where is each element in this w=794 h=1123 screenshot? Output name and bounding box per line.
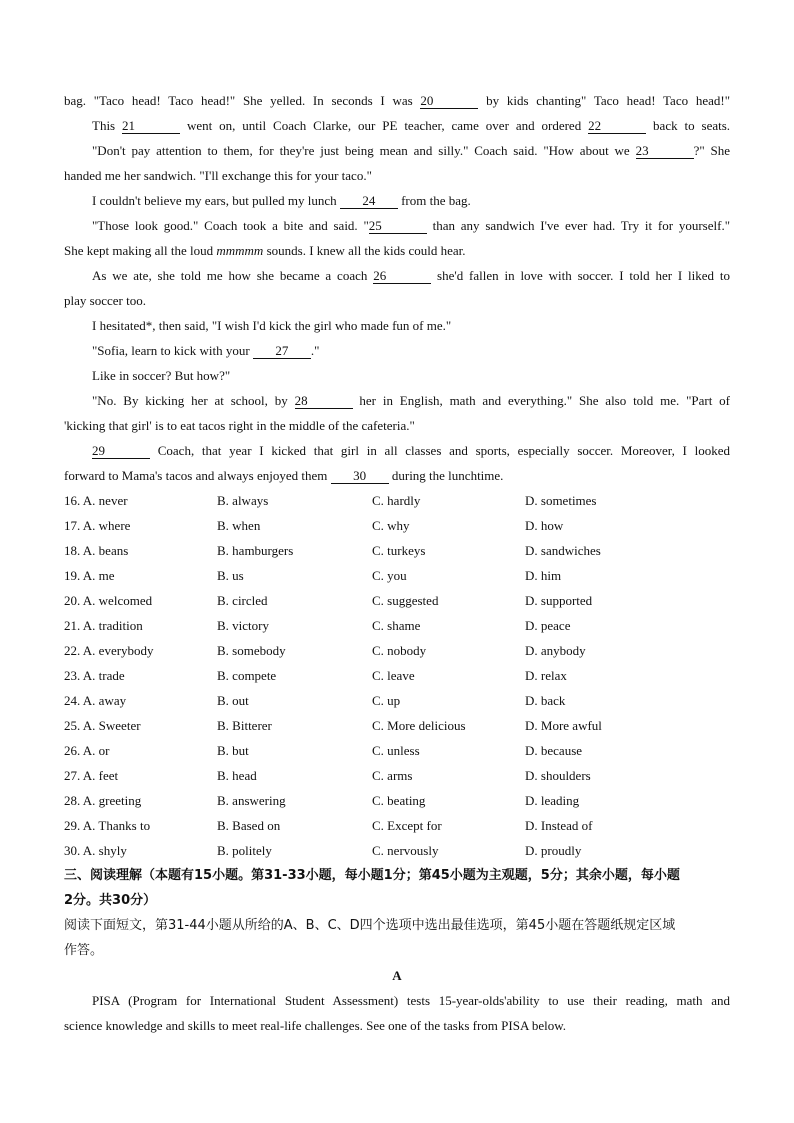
option-d[interactable]: D. peace	[525, 618, 571, 633]
option-b[interactable]: B. us	[217, 568, 244, 583]
option-row	[64, 538, 730, 563]
passage-line: "Sofia, learn to kick with your 27 ."	[92, 343, 320, 358]
passage-line: She kept making all the loud mmmmm sounds. I knew all the kids could hear.	[64, 243, 466, 258]
blank-24[interactable]: 24	[340, 194, 398, 209]
option-a[interactable]: 18. A. beans	[64, 543, 129, 558]
option-b[interactable]: B. always	[217, 493, 269, 508]
option-a[interactable]: 29. A. Thanks to	[64, 818, 151, 833]
blank-23[interactable]: 23	[636, 144, 694, 159]
option-a[interactable]: 25. A. Sweeter	[64, 718, 141, 733]
exam-page	[64, 88, 730, 1038]
passage-line: 'kicking that girl' is to eat tacos right in the middle of the cafeteria."	[64, 418, 415, 433]
option-c[interactable]: C. Except for	[372, 818, 442, 833]
option-c[interactable]: C. beating	[372, 793, 426, 808]
section-heading: 三、阅读理解（本题有15小题。第31-33小题，每小题1分；第45小题为主观题，5分；其余小题，每小题	[64, 868, 680, 883]
option-a[interactable]: 26. A. or	[64, 743, 110, 758]
option-row	[64, 513, 730, 538]
option-row	[64, 563, 730, 588]
blank-29[interactable]: 29	[92, 444, 150, 459]
option-d[interactable]: D. shoulders	[525, 768, 591, 783]
option-c[interactable]: C. More delicious	[372, 718, 466, 733]
option-a[interactable]: 28. A. greeting	[64, 793, 142, 808]
option-a[interactable]: 20. A. welcomed	[64, 593, 153, 608]
option-d[interactable]: D. anybody	[525, 643, 586, 658]
blank-28[interactable]: 28	[295, 394, 353, 409]
option-c[interactable]: C. up	[372, 693, 401, 708]
passage-line: forward to Mama's tacos and always enjoyed them 30 during the lunchtime.	[64, 468, 504, 483]
passage-line: Like in soccer? But how?"	[92, 368, 231, 383]
passage-letter: A	[392, 968, 402, 983]
option-row	[64, 738, 730, 763]
blank-30[interactable]: 30	[331, 469, 389, 484]
passage-line: 29 Coach, that year I kicked that girl in all classes and sports, especially soccer. Moreover, I looked	[92, 443, 730, 458]
option-d[interactable]: D. proudly	[525, 843, 582, 858]
option-d[interactable]: D. how	[525, 518, 564, 533]
option-b[interactable]: B. answering	[217, 793, 286, 808]
passage-line: This 21 went on, until Coach Clarke, our PE teacher, came over and ordered 22 back to seats.	[92, 118, 731, 133]
option-c[interactable]: C. leave	[372, 668, 415, 683]
option-d[interactable]: D. leading	[525, 793, 580, 808]
passage-line: "Those look good." Coach took a bite and said. "25 than any sandwich I've ever had. Try it for yourself."	[92, 218, 731, 233]
passage-line: I couldn't believe my ears, but pulled my lunch 24 from the bag.	[92, 193, 471, 208]
option-a[interactable]: 23. A. trade	[64, 668, 125, 683]
option-row	[64, 488, 730, 513]
option-row	[64, 663, 730, 688]
option-row	[64, 713, 730, 738]
option-c[interactable]: C. nobody	[372, 643, 427, 658]
passage-line: As we ate, she told me how she became a coach 26 she'd fallen in love with soccer. I told her I liked to	[92, 268, 731, 283]
option-c[interactable]: C. nervously	[372, 843, 439, 858]
option-c[interactable]: C. unless	[372, 743, 420, 758]
option-d[interactable]: D. back	[525, 693, 566, 708]
passage-line: PISA (Program for International Student Assessment) tests 15-year-olds'ability to use their reading, math and	[92, 993, 730, 1008]
option-a[interactable]: 30. A. shyly	[64, 843, 127, 858]
option-b[interactable]: B. somebody	[217, 643, 286, 658]
option-c[interactable]: C. hardly	[372, 493, 421, 508]
option-row	[64, 638, 730, 663]
passage-line: "No. By kicking her at school, by 28 her in English, math and everything." She also told me. "Part of	[92, 393, 730, 408]
passage-line: "Don't pay attention to them, for they're just being mean and silly." Coach said. "How about we 23 ?" She	[92, 143, 730, 158]
option-row	[64, 813, 730, 838]
passage-line: science knowledge and skills to meet real-life challenges. See one of the tasks from PISA below.	[64, 1018, 567, 1033]
option-row	[64, 788, 730, 813]
passage-line: I hesitated*, then said, "I wish I'd kick the girl who made fun of me."	[92, 318, 452, 333]
option-b[interactable]: B. hamburgers	[217, 543, 294, 558]
section-instructions-cont: 作答。	[64, 943, 104, 958]
option-b[interactable]: B. but	[217, 743, 249, 758]
option-c[interactable]: C. arms	[372, 768, 413, 783]
option-b[interactable]: B. circled	[217, 593, 268, 608]
option-c[interactable]: C. you	[372, 568, 407, 583]
passage-line: play soccer too.	[64, 293, 146, 308]
option-d[interactable]: D. supported	[525, 593, 593, 608]
option-a[interactable]: 22. A. everybody	[64, 643, 154, 658]
option-row	[64, 613, 730, 638]
blank-25[interactable]: 25	[369, 219, 427, 234]
option-b[interactable]: B. Bitterer	[217, 718, 272, 733]
option-a[interactable]: 27. A. feet	[64, 768, 119, 783]
section-heading-cont: 2分。共30分）	[64, 893, 157, 908]
option-d[interactable]: D. Instead of	[525, 818, 593, 833]
passage-line: bag. "Taco head! Taco head!" She yelled. In seconds I was 20 by kids chanting" Taco head! Taco head!"	[64, 93, 730, 108]
option-c[interactable]: C. shame	[372, 618, 421, 633]
option-b[interactable]: B. head	[217, 768, 257, 783]
option-d[interactable]: D. relax	[525, 668, 567, 683]
blank-20[interactable]: 20	[420, 94, 478, 109]
option-d[interactable]: D. him	[525, 568, 562, 583]
option-a[interactable]: 24. A. away	[64, 693, 127, 708]
option-row	[64, 688, 730, 713]
option-d[interactable]: D. More awful	[525, 718, 602, 733]
option-c[interactable]: C. turkeys	[372, 543, 426, 558]
blank-21[interactable]: 21	[122, 119, 180, 134]
option-b[interactable]: B. politely	[217, 843, 272, 858]
passage-line: handed me her sandwich. "I'll exchange this for your taco."	[64, 168, 372, 183]
option-b[interactable]: B. compete	[217, 668, 277, 683]
option-row	[64, 588, 730, 613]
option-b[interactable]: B. victory	[217, 618, 269, 633]
option-b[interactable]: B. Based on	[217, 818, 281, 833]
blank-22[interactable]: 22	[588, 119, 646, 134]
blank-26[interactable]: 26	[373, 269, 431, 284]
option-d[interactable]: D. because	[525, 743, 583, 758]
option-a[interactable]: 21. A. tradition	[64, 618, 143, 633]
option-d[interactable]: D. sometimes	[525, 493, 597, 508]
option-a[interactable]: 19. A. me	[64, 568, 115, 583]
section-instructions: 阅读下面短文，第31-44小题从所给的A、B、C、D四个选项中选出最佳选项，第45小题在答题纸规定区域	[64, 918, 676, 933]
options-list	[64, 488, 730, 863]
option-b[interactable]: B. when	[217, 518, 261, 533]
option-row	[64, 838, 730, 863]
option-c[interactable]: C. suggested	[372, 593, 439, 608]
blank-27[interactable]: 27	[253, 344, 311, 359]
option-b[interactable]: B. out	[217, 693, 249, 708]
option-a[interactable]: 16. A. never	[64, 493, 128, 508]
option-c[interactable]: C. why	[372, 518, 410, 533]
option-row	[64, 763, 730, 788]
option-d[interactable]: D. sandwiches	[525, 543, 601, 558]
option-a[interactable]: 17. A. where	[64, 518, 131, 533]
